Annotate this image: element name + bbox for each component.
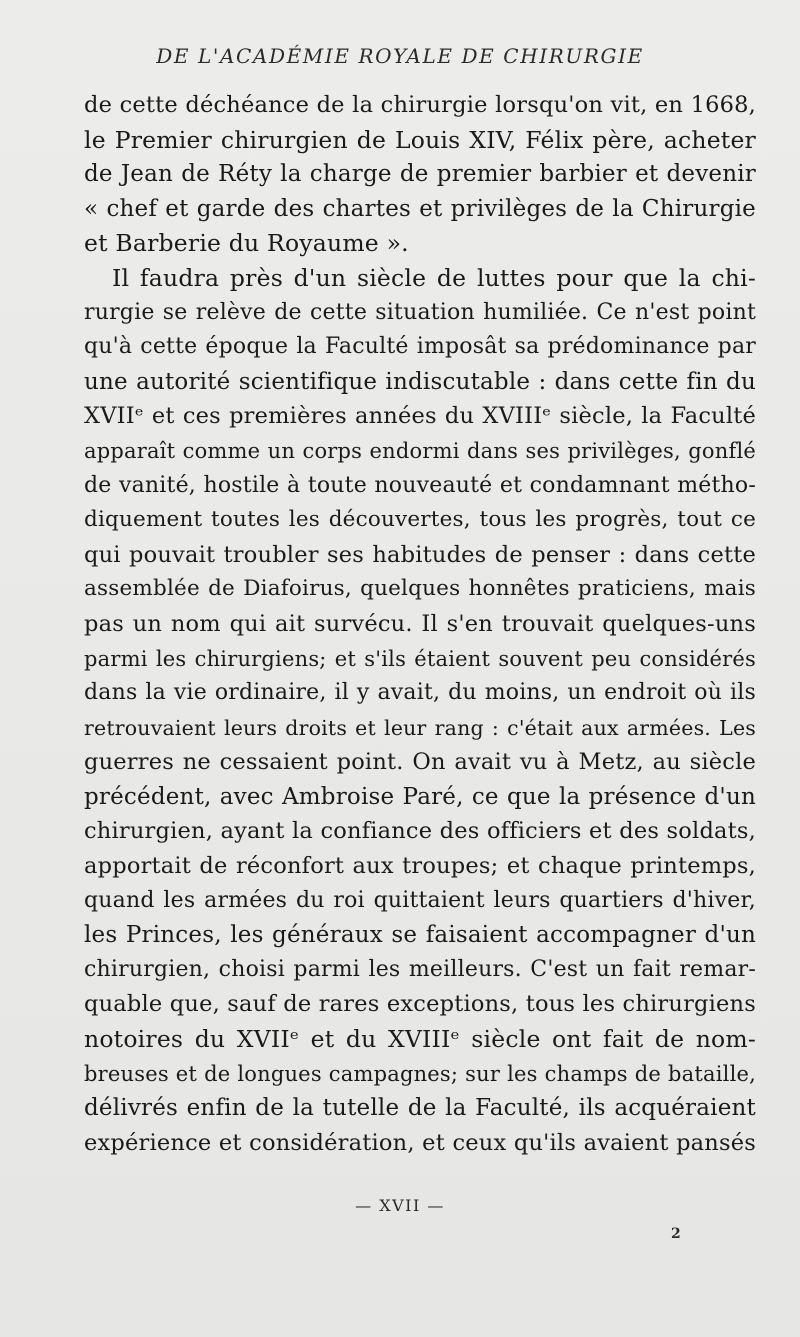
- text-line: une autorité scientifique indiscutable : dans cette fin du: [84, 368, 756, 395]
- text-line: guerres ne cessaient point. On avait vu à Metz, au siècle: [84, 749, 756, 776]
- text-line: rurgie se relève de cette situation humiliée. Ce n'est point: [84, 299, 756, 325]
- text-line: le Premier chirurgien de Louis XIV, Félix père, acheter: [84, 125, 756, 154]
- text-line: retrouvaient leurs droits et leur rang : c'était aux armées. Les: [84, 715, 756, 740]
- text-line: de Jean de Réty la charge de premier barbier et devenir: [84, 161, 756, 188]
- text-line: parmi les chirurgiens; et s'ils étaient souvent peu considérés: [84, 646, 756, 671]
- text-line: délivrés enfin de la tutelle de la Faculté, ils acquéraient: [84, 1095, 756, 1122]
- text-line: assemblée de Diafoirus, quelques honnêtes praticiens, mais: [84, 576, 756, 602]
- text-line: chirurgien, choisi parmi les meilleurs. C'est un fait remar-: [84, 956, 756, 982]
- text-line: apportait de réconfort aux troupes; et chaque printemps,: [84, 853, 756, 880]
- text-line: chirurgien, ayant la confiance des officiers et des soldats,: [84, 818, 756, 845]
- running-head: DE L'ACADÉMIE ROYALE DE CHIRURGIE: [156, 44, 644, 68]
- text-line: diquement toutes les découvertes, tous les progrès, tout ce: [84, 507, 756, 533]
- text-line: de vanité, hostile à toute nouveauté et condamnant métho-: [84, 472, 756, 498]
- text-line: qu'à cette époque la Faculté imposât sa prédominance par: [84, 334, 756, 360]
- text-line: « chef et garde des chartes et privilèges de la Chirurgie: [84, 195, 756, 222]
- text-line: Il faudra près d'un siècle de luttes pour que la chi-: [112, 263, 756, 292]
- text-line: précédent, avec Ambroise Paré, ce que la présence d'un: [84, 783, 756, 810]
- text-line: apparaît comme un corps endormi dans ses privilèges, gonflé: [84, 438, 756, 463]
- text-line: pas un nom qui ait survécu. Il s'en trouvait quelques-uns: [84, 610, 756, 637]
- text-line: les Princes, les généraux se faisaient accompagner d'un: [84, 922, 756, 949]
- text-line: quand les armées du roi quittaient leurs quartiers d'hiver,: [84, 887, 756, 913]
- text-line: breuses et de longues campagnes; sur les champs de bataille,: [84, 1061, 756, 1086]
- text-line: XVIIᵉ et ces premières années du XVIIIᵉ siècle, la Faculté: [84, 403, 756, 430]
- text-line: dans la vie ordinaire, il y avait, du moins, un endroit où ils: [84, 680, 756, 706]
- text-line: notoires du XVIIᵉ et du XVIIIᵉ siècle ont fait de nom-: [84, 1025, 756, 1054]
- text-line: expérience et considération, et ceux qu'ils avaient pansés: [84, 1129, 756, 1156]
- text-line: et Barberie du Royaume ».: [84, 229, 409, 258]
- signature-mark: 2: [671, 1226, 681, 1242]
- page-number: — XVII —: [355, 1196, 445, 1215]
- text-line: quable que, sauf de rares exceptions, tous les chirurgiens: [84, 991, 756, 1018]
- body-text: [84, 88, 756, 1160]
- text-line: qui pouvait troubler ses habitudes de penser : dans cette: [84, 541, 756, 568]
- text-line: de cette déchéance de la chirurgie lorsqu'on vit, en 1668,: [84, 92, 756, 118]
